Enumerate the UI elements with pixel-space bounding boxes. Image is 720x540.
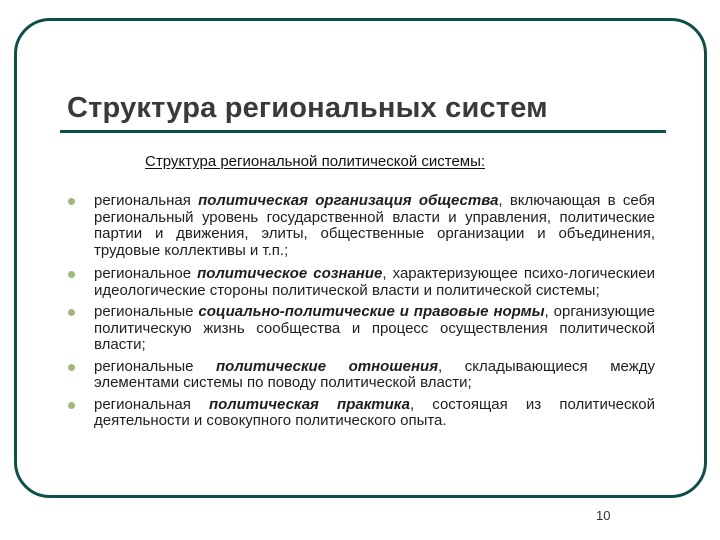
list-item [68, 397, 655, 430]
title-underline-rule [60, 130, 666, 133]
item-prefix: региональная [94, 192, 199, 209]
item-suffix: , состоящая из политической деятельности и совокупного политического опыта. [94, 395, 655, 429]
list-item [68, 266, 655, 299]
item-keyword: политическое сознание [197, 265, 383, 282]
item-suffix: , организующие политическую жизнь сообщества и процесс осуществления политической власти; [94, 303, 655, 353]
slide-subtitle: Структура региональной политической системы: [145, 153, 486, 170]
list-item [68, 359, 655, 392]
slide-title: Структура региональных систем [67, 92, 548, 124]
bullet-icon [68, 271, 75, 278]
bullet-list [68, 193, 655, 430]
page-number: 10 [596, 508, 611, 523]
item-prefix: региональное [94, 265, 198, 282]
item-keyword: политические отношения [216, 357, 439, 375]
list-item [68, 193, 655, 259]
bullet-icon [68, 402, 75, 409]
item-keyword: социально-политические и правовые нормы [198, 303, 545, 320]
bullet-icon [68, 198, 75, 205]
item-keyword: политическая организация общества [198, 192, 499, 209]
item-prefix: региональные [94, 303, 199, 320]
item-keyword: политическая практика [208, 395, 410, 413]
item-prefix: региональная [94, 395, 209, 413]
bullet-icon [68, 309, 75, 316]
item-suffix: , характеризующее психо-логическиеи идеологические стороны политической власти и политической системы; [94, 265, 655, 299]
bullet-icon [68, 364, 75, 371]
list-item [68, 304, 655, 354]
item-suffix: , включающая в себя региональный уровень государственной власти и управления, политические партии и движения, элиты, общественные организации и объединения, трудовые коллективы и т.п.; [94, 192, 655, 259]
item-prefix: региональные [94, 357, 217, 375]
item-suffix: , складывающиеся между элементами системы по поводу политической власти; [94, 357, 655, 391]
